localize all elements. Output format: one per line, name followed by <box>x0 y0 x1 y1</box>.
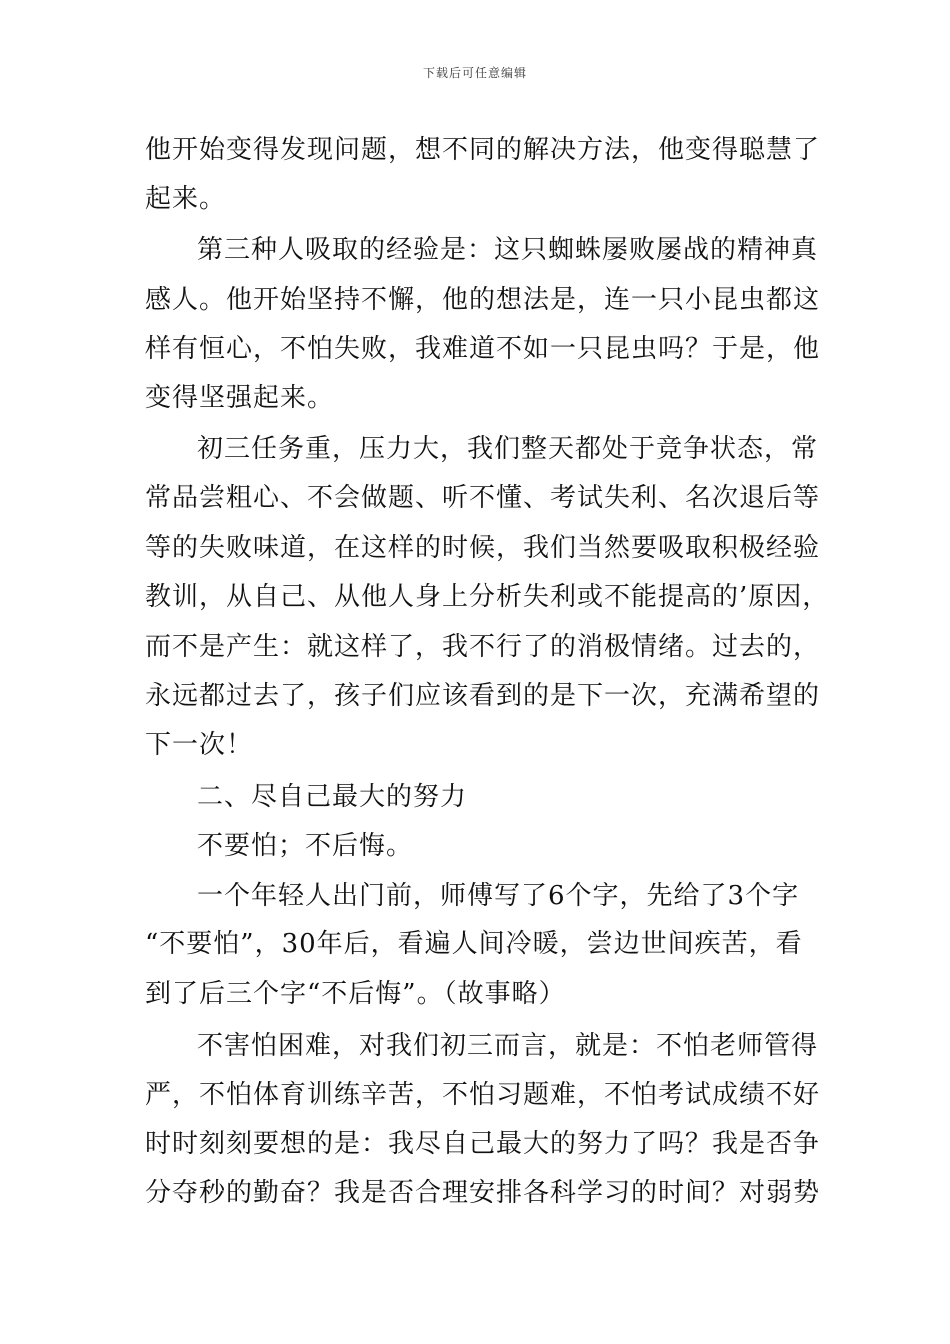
text-line: 教训，从自己、从他人身上分析失利或不能提高的’原因， <box>145 582 830 612</box>
page-header: 下载后可任意编辑 <box>422 66 527 80</box>
text-line: 第三种人吸取的经验是：这只蜘蛛屡败屡战的精神真 <box>197 235 819 265</box>
text-line: 等的失败味道，在这样的时候，我们当然要吸取积极经验 <box>145 533 821 563</box>
text-line: 不要怕；不后悔。 <box>197 831 414 861</box>
text-line: 起来。 <box>145 184 227 214</box>
text-line: 感人。他开始坚持不懈，他的想法是，连一只小昆虫都这 <box>145 285 821 315</box>
text-line: 样有恒心，不怕失败，我难道不如一只昆虫吗？于是，他 <box>145 334 821 364</box>
text-line: 而不是产生：就这样了，我不行了的消极情绪。过去的， <box>145 632 821 662</box>
section-heading: 二、尽自己最大的努力 <box>197 782 468 812</box>
text-line: “不要怕”，30年后，看遍人间冷暖，尝边世间疾苦，看 <box>145 929 803 959</box>
text-line: 到了后三个字“不后悔”。（故事略） <box>145 979 566 1009</box>
text-line: 永远都过去了，孩子们应该看到的是下一次，充满希望的 <box>145 681 821 711</box>
text-line: 一个年轻人出门前，师傅写了6个字，先给了3个字 <box>197 881 800 911</box>
text-line: 变得坚强起来。 <box>145 383 335 413</box>
text-line: 时时刻刻要想的是：我尽自己最大的努力了吗？我是否争 <box>145 1129 821 1159</box>
text-line: 分夺秒的勤奋？我是否合理安排各科学习的时间？对弱势 <box>145 1178 821 1208</box>
text-line: 下一次！ <box>145 730 254 760</box>
text-line: 初三任务重，压力大，我们整天都处于竞争状态，常 <box>197 434 819 464</box>
text-line: 他开始变得发现问题，想不同的解决方法，他变得聪慧了 <box>145 135 821 165</box>
text-line: 不害怕困难，对我们初三而言，就是：不怕老师管得 <box>197 1031 819 1061</box>
text-line: 常品尝粗心、不会做题、听不懂、考试失利、名次退后等 <box>145 483 821 513</box>
text-line: 严，不怕体育训练辛苦，不怕习题难，不怕考试成绩不好 <box>145 1080 821 1110</box>
